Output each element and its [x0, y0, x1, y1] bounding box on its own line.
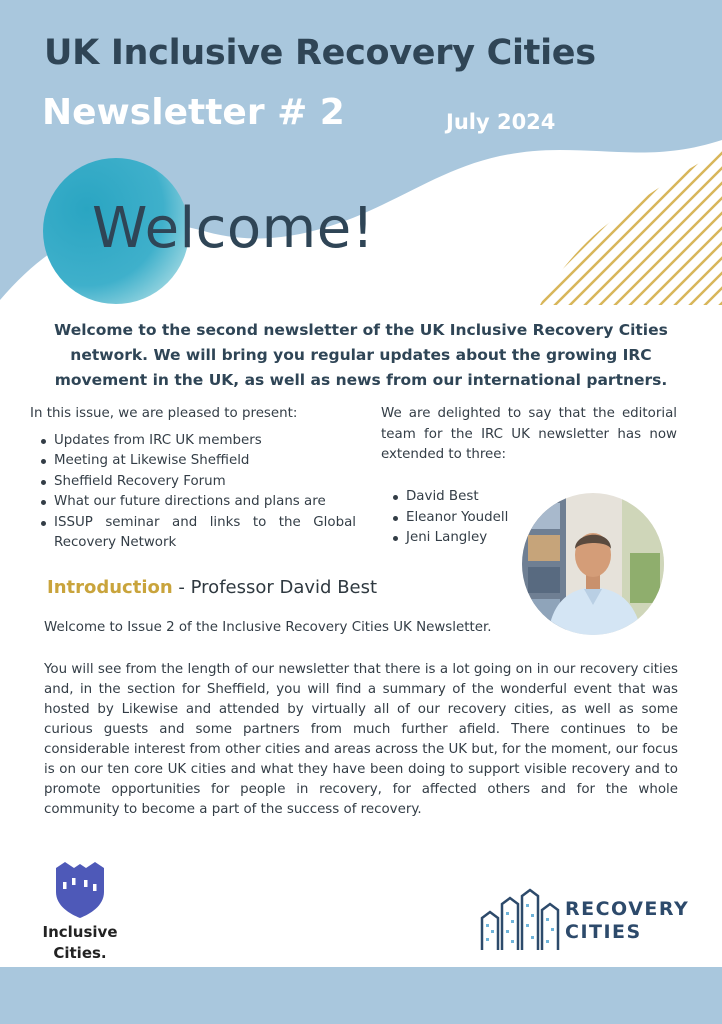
- inclusive-cities-wordmark-1: Inclusive: [42, 923, 118, 941]
- list-item: Meeting at Likewise Sheffield: [54, 451, 356, 472]
- introduction-paragraph-1: Welcome to Issue 2 of the Inclusive Recovery Cities UK Newsletter.: [44, 620, 492, 635]
- portrait-illustration: [522, 493, 664, 635]
- list-item: ISSUP seminar and links to the Global Recovery Network: [54, 513, 356, 554]
- list-item: What our future directions and plans are: [54, 492, 356, 513]
- inclusive-cities-wordmark-2: Cities.: [53, 944, 107, 962]
- issue-contents: [30, 404, 356, 554]
- footer-band: [0, 967, 722, 1024]
- introduction-author: Professor David Best: [190, 577, 378, 598]
- introduction-label: Introduction: [47, 577, 173, 598]
- recovery-cities-logo: [472, 884, 706, 956]
- recovery-cities-wordmark: [565, 898, 689, 944]
- editorial-team-list-wrap: [392, 487, 508, 549]
- introduction-heading: [47, 577, 377, 598]
- issue-list: [30, 431, 356, 554]
- lead-paragraph: Welcome to the second newsletter of the UK Inclusive Recovery Cities network. We will bring you regular updates about the growing IRC movement in the UK, as well as news from our international partners.: [54, 321, 668, 389]
- portrait-photo: [522, 493, 664, 635]
- list-item: Jeni Langley: [406, 528, 508, 549]
- newsletter-number: Newsletter # 2: [42, 92, 345, 133]
- recovery-cities-skyline-icon: [476, 888, 560, 952]
- list-item: Updates from IRC UK members: [54, 431, 356, 452]
- issue-intro: In this issue, we are pleased to present:: [30, 406, 298, 421]
- inclusive-cities-logo: [38, 862, 122, 964]
- introduction-separator: -: [172, 577, 191, 598]
- list-item: Sheffield Recovery Forum: [54, 472, 356, 493]
- editorial-team-intro: We are delighted to say that the editorial team for the IRC UK newsletter has now extended to three:: [381, 406, 677, 462]
- list-item: Eleanor Youdell: [406, 508, 508, 529]
- editorial-team-section: [381, 404, 677, 466]
- recovery-cities-line-2: CITIES: [565, 921, 642, 943]
- inclusive-cities-emblem-icon: [50, 862, 110, 918]
- editorial-team-list: [392, 487, 508, 549]
- list-item: David Best: [406, 487, 508, 508]
- introduction-paragraph-2: You will see from the length of our newsletter that there is a lot going on in our recovery cities and, in the section for Sheffield, you will find a summary of the wonderful event that was hosted by Likewise and attended by virtually all of our recovery cities, as well as some curious guests and some partners from much further afield. There continues to be considerable interest from other cities and areas across the UK but, for the moment, our focus is on our ten core UK cities and what they have been doing to support visible recovery and to promote opportunities for people in recovery, for affected others and for the whole community to become a part of the success of recovery.: [44, 662, 678, 817]
- newsletter-title: UK Inclusive Recovery Cities: [44, 33, 596, 73]
- welcome-heading: Welcome!: [92, 196, 375, 261]
- newsletter-date: July 2024: [446, 110, 556, 134]
- recovery-cities-line-1: RECOVERY: [565, 898, 690, 920]
